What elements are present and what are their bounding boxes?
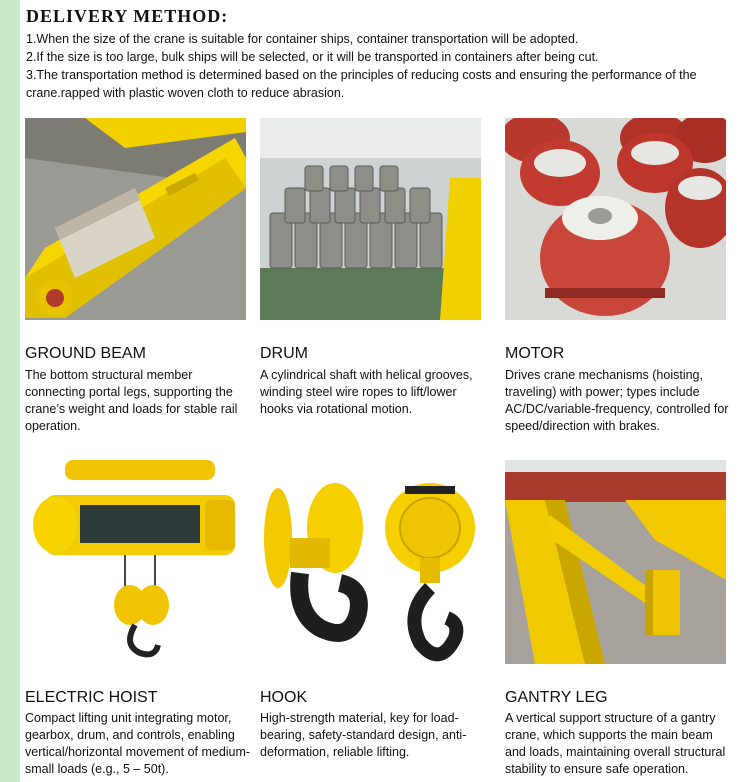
card-desc-electric-hoist: Compact lifting unit integrating motor, gearbox, drum, and controls, enabling vertical/horizontal movement of medium-small loads (e.g., 5 – 50t).: [25, 711, 251, 776]
delivery-line-1: 1.When the size of the crane is suitable for container ships, container transportation will be adopted.: [26, 32, 579, 46]
card-title-drum: DRUM: [260, 345, 308, 362]
delivery-line-3: 3.The transportation method is determined based on the principles of reducing costs and ensuring the performance of the crane.rapped with plastic woven cloth to reduce abrasion.: [26, 68, 697, 100]
ground-beam-photo: [25, 118, 246, 320]
card-desc-gantry-leg: A vertical support structure of a gantry crane, which supports the main beam and loads, maintaining overall structural stability to ensure safe operation.: [505, 711, 726, 776]
card-title-electric-hoist: ELECTRIC HOIST: [25, 689, 158, 706]
delivery-header: [26, 6, 741, 102]
hook-photo: [260, 478, 481, 666]
gantry-leg-photo: [505, 460, 726, 664]
card-title-motor: MOTOR: [505, 345, 565, 362]
left-accent-strip: [0, 0, 20, 782]
card-title-gantry-leg: GANTRY LEG: [505, 689, 608, 706]
page-title: DELIVERY METHOD:: [26, 6, 229, 26]
delivery-line-2: 2.If the size is too large, bulk ships will be selected, or it will be transported in containers after being cut.: [26, 50, 599, 64]
drum-photo: [260, 118, 481, 320]
card-desc-motor: Drives crane mechanisms (hoisting, traveling) with power; types include AC/DC/variable-frequency, controlled for speed/direction with brakes.: [505, 368, 729, 433]
card-title-hook: HOOK: [260, 689, 308, 706]
card-desc-drum: A cylindrical shaft with helical grooves, winding steel wire ropes to lift/lower hooks via rotational motion.: [260, 368, 473, 416]
card-title-ground-beam: GROUND BEAM: [25, 345, 146, 362]
electric-hoist-photo: [25, 460, 246, 662]
card-desc-hook: High-strength material, key for load-bearing, safety-standard design, anti-deformation, reliable lifting.: [260, 711, 467, 759]
motor-photo: [505, 118, 726, 320]
card-desc-ground-beam: The bottom structural member connecting portal legs, supporting the crane’s weight and loads for stable rail operation.: [25, 368, 238, 433]
